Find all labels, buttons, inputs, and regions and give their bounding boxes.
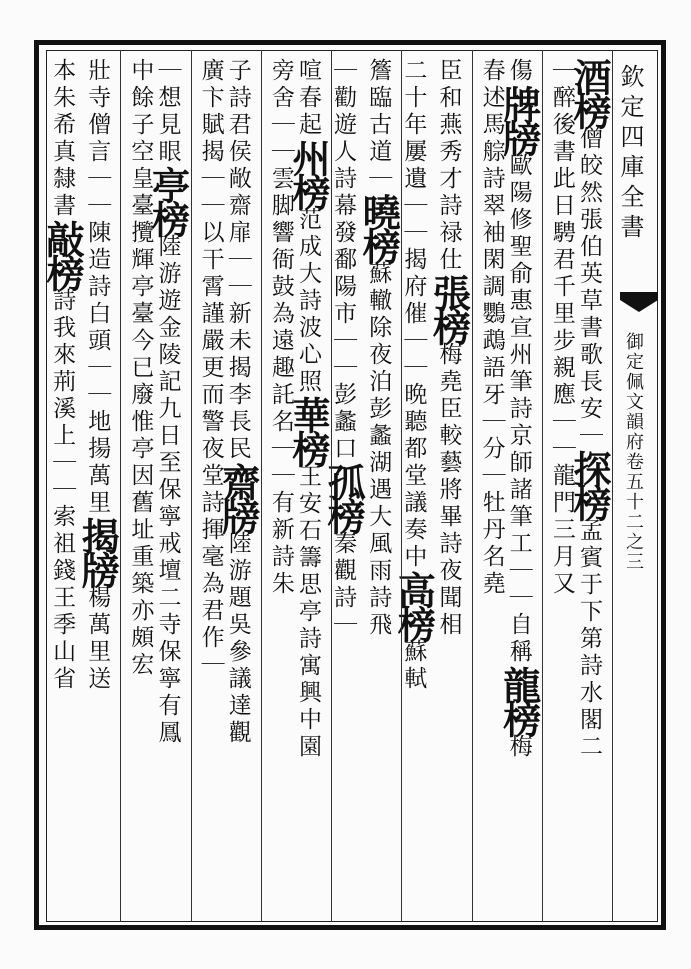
fish-tail-mark	[620, 292, 658, 312]
column-divider	[472, 50, 473, 922]
headword: 榜	[286, 430, 331, 464]
headword: 牓	[496, 119, 542, 153]
text-column	[356, 58, 402, 639]
column-divider	[331, 50, 332, 922]
annotation-text: 子詩君侯敞齋扉｜｜新未揭李長民	[224, 58, 251, 463]
text-column	[496, 58, 542, 761]
text-column	[286, 58, 331, 761]
headword: 敲	[40, 220, 86, 254]
annotation-text: 臣和燕秀才詩禄仕	[435, 58, 462, 274]
headword: 榜	[286, 173, 331, 207]
annotation-text: 廣卞賦揭｜｜以干霄謹嚴更而警夜	[197, 58, 224, 463]
headword: 州	[286, 139, 331, 173]
annotation-text: 陳造詩白頭｜｜地揚萬里	[84, 220, 111, 517]
annotation-text: 堂詩揮毫為君作｜	[197, 463, 224, 679]
annotation-text: 孟賓于下第詩水閣二	[576, 518, 602, 761]
text-column	[40, 58, 86, 693]
headword: 榜	[145, 200, 191, 234]
annotation-text: 旁舍	[267, 58, 294, 112]
annotation-text: 范成大詩波心照	[295, 207, 321, 396]
annotation-text: 秦觀詩｜	[330, 531, 357, 639]
annotation-text: 蘇轍除夜泊彭蠡湖遇大風雨	[365, 261, 392, 585]
annotation-text: ｜醉後書此日騁君千里步	[548, 58, 575, 355]
text-column	[567, 58, 612, 761]
annotation-text: 述馬䑸詩翠袖閑調鸚鵡語牙｜分｜牡丹名	[478, 85, 505, 571]
column-divider	[542, 50, 543, 922]
headword: 榜	[356, 227, 402, 261]
headword: 榜	[567, 484, 612, 518]
headword: 華	[286, 396, 331, 430]
headword: 榜	[567, 92, 612, 126]
annotation-text: 簷臨古道｜	[365, 58, 392, 193]
headword: 孤	[321, 463, 367, 497]
headword: 榜	[321, 497, 367, 531]
headword: 曉	[356, 193, 402, 227]
annotation-text: 二十年屢遺｜｜揭	[400, 58, 427, 274]
annotation-text: 親應｜｜龍門三月又	[548, 355, 575, 598]
book-title: 欽定四庫全書	[616, 64, 644, 244]
text-column	[215, 58, 261, 747]
annotation-text: 梅堯臣較藝將畢詩夜聞相	[435, 342, 462, 639]
annotation-text: 壯寺僧言｜｜	[84, 58, 111, 220]
annotation-text: 傷	[505, 58, 532, 85]
text-column	[265, 58, 292, 598]
text-column	[124, 58, 154, 679]
annotation-text: ｜｜雲脚響衙鼓	[267, 112, 294, 301]
headword: 龍	[496, 666, 542, 700]
column-divider	[120, 50, 121, 922]
headword: 探	[567, 450, 612, 484]
annotation-text: 王季山省	[49, 585, 76, 693]
annotation-text: ｜	[576, 423, 602, 450]
text-column	[321, 58, 367, 639]
text-column	[476, 58, 503, 598]
annotation-text: ｜想見眼	[154, 58, 181, 166]
annotation-text: 府催｜｜晩聽都堂議奏中	[400, 274, 427, 571]
annotation-text: 為遠趣託名｜｜有新詩朱	[267, 301, 294, 598]
annotation-text: 詩我來荊溪上｜｜索祖錢	[49, 288, 76, 585]
annotation-text: 中餘子空	[127, 58, 154, 166]
annotation-text: 陸游題吳參議達觀	[224, 531, 251, 747]
annotation-text: 梅	[505, 734, 532, 761]
headword: 榜	[40, 254, 86, 288]
text-column	[145, 58, 191, 747]
headword: 牓	[215, 497, 261, 531]
text-column	[546, 58, 573, 598]
headword: 榜	[426, 308, 472, 342]
headword: 酒	[567, 58, 612, 92]
annotation-text: 詩飛	[365, 585, 392, 639]
headword: 高	[391, 571, 437, 605]
text-column	[195, 58, 222, 679]
annotation-text: 堯	[478, 571, 505, 598]
headword: 齋	[215, 463, 261, 497]
annotation-text: 皇臺攬輝亭臺今已廢惟亭因舊址重築亦頗宏	[127, 166, 154, 679]
annotation-text: 詩幕發鄱陽市｜｜彭蠡口	[330, 166, 357, 463]
annotation-text: 僧皎然張伯英草書歌長安	[576, 126, 602, 423]
volume-title: 御定佩文韻府卷五十二之三	[623, 332, 644, 572]
annotation-text: 歐陽修聖俞惠宣州筆詩京師諸筆工｜｜自稱	[505, 153, 532, 666]
annotation-text: 楊萬里送	[84, 585, 111, 693]
annotation-text: ｜勸遊人	[330, 58, 357, 166]
annotation-text: 王安石籌思亭詩寓興中園	[295, 464, 321, 761]
headword: 牌	[496, 85, 542, 119]
margin-divider	[612, 50, 613, 922]
text-column	[426, 58, 472, 639]
text-column	[75, 58, 121, 693]
annotation-text: 蘇軾	[400, 639, 427, 693]
annotation-text: 陸游遊金陵記九日至保寧戒壇二寺保寧有鳳	[154, 234, 181, 747]
text-column	[391, 58, 437, 693]
column-divider	[401, 50, 402, 922]
headword: 榜	[496, 700, 542, 734]
headword: 張	[426, 274, 472, 308]
headword: 榜	[391, 605, 437, 639]
column-divider	[261, 50, 262, 922]
headword: 亭	[145, 166, 191, 200]
annotation-text: 本朱希真隸書	[49, 58, 76, 220]
headword: 牓	[75, 551, 121, 585]
annotation-text: 春	[478, 58, 505, 85]
headword: 揭	[75, 517, 121, 551]
column-divider	[191, 50, 192, 922]
annotation-text: 喧春起	[295, 58, 321, 139]
